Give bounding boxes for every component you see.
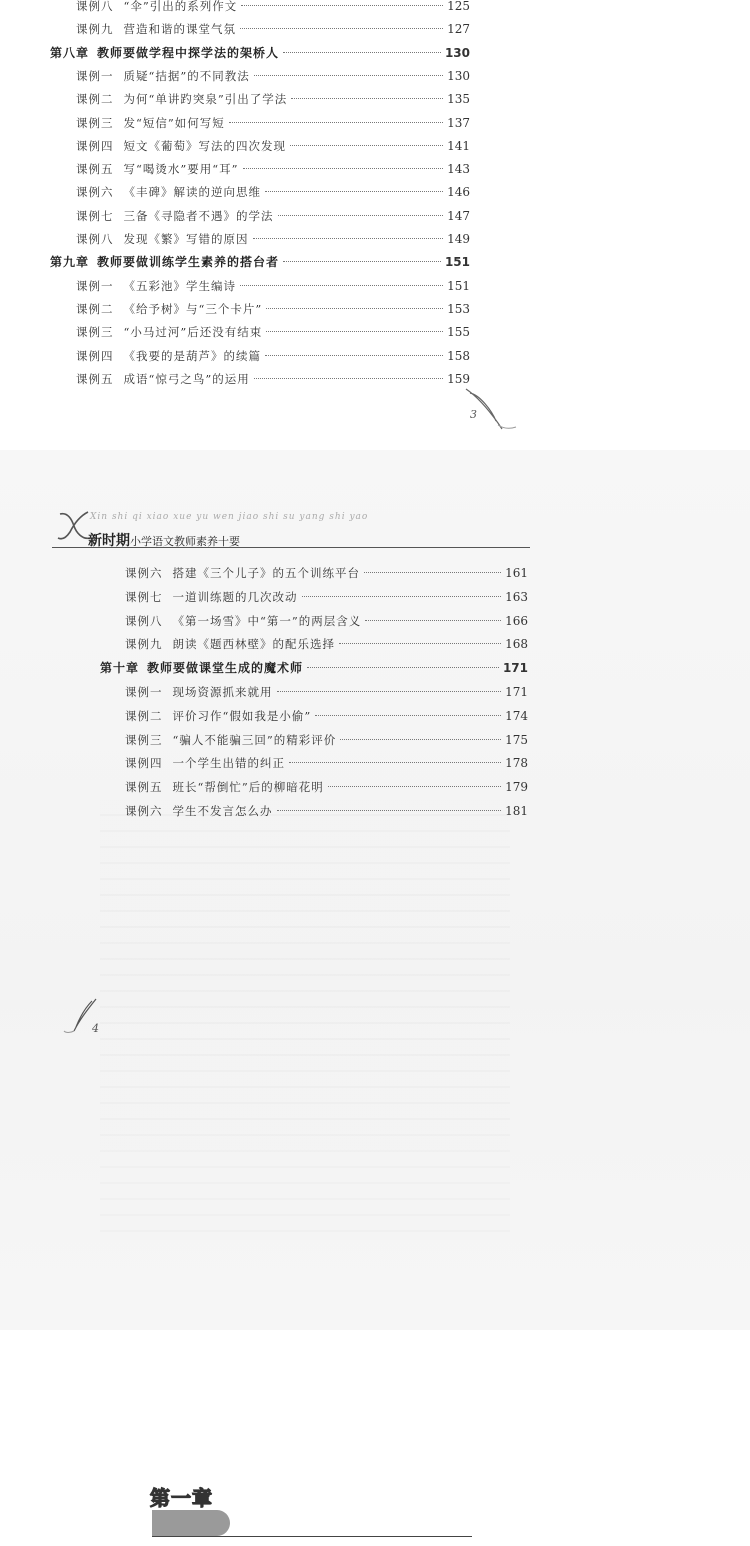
toc-entry-label: 课例八 bbox=[125, 613, 163, 628]
toc-entry-label: 课例四 bbox=[125, 756, 163, 771]
toc-entry-title: 写“喝烫水”要用“耳” bbox=[123, 162, 239, 177]
leader-dots bbox=[277, 691, 502, 692]
toc-entry-title: 发“短信”如何写短 bbox=[123, 115, 225, 130]
toc-entry-label: 课例五 bbox=[76, 162, 114, 177]
leader-dots bbox=[265, 355, 443, 356]
toc-entry-title: 《给予树》与“三个卡片” bbox=[123, 301, 263, 316]
toc-entry bbox=[76, 66, 470, 86]
toc-entry-title: 发现《繁》写错的原因 bbox=[123, 232, 249, 246]
toc-entry bbox=[125, 801, 528, 821]
leader-dots bbox=[254, 75, 443, 76]
toc-entry bbox=[76, 206, 470, 226]
toc-entry-title: 为何“单讲趵突泉”引出了学法 bbox=[123, 92, 288, 107]
toc-entry bbox=[76, 159, 470, 179]
toc-entry bbox=[76, 182, 470, 202]
toc-entry-title: 评价习作“假如我是小偷” bbox=[172, 708, 312, 723]
toc-entry-page: 175 bbox=[505, 732, 528, 747]
toc-entry-label: 第十章 bbox=[100, 661, 140, 676]
toc-entry-page: 147 bbox=[447, 208, 470, 223]
toc-entry-label: 课例七 bbox=[76, 208, 114, 223]
toc-entry bbox=[125, 682, 528, 702]
toc-entry-label: 课例二 bbox=[76, 301, 114, 316]
leader-dots bbox=[241, 5, 443, 6]
toc-entry-title: 三备《寻隐者不遇》的学法 bbox=[123, 208, 274, 223]
toc-entry-title: 学生不发言怎么办 bbox=[172, 804, 273, 818]
toc-entry-title: 营造和谐的课堂气氛 bbox=[123, 22, 236, 37]
chapter-rule bbox=[152, 1536, 472, 1537]
toc-entry-label: 课例六 bbox=[76, 185, 114, 200]
toc-entry bbox=[125, 777, 528, 797]
toc-entry-label: 课例二 bbox=[125, 708, 163, 723]
toc-entry-title: “伞”引出的系列作文 bbox=[123, 0, 238, 13]
toc-entry-page: 135 bbox=[447, 92, 470, 107]
leader-dots bbox=[307, 667, 499, 668]
toc-entry-page: 155 bbox=[447, 325, 470, 340]
toc-entry bbox=[76, 322, 470, 342]
book-subtitle: 小学语文教师素养十要 bbox=[130, 535, 240, 548]
toc-entry-label: 课例一 bbox=[76, 278, 114, 293]
leader-dots bbox=[283, 52, 441, 53]
toc-entry-label: 课例三 bbox=[125, 732, 163, 747]
leader-dots bbox=[278, 215, 444, 216]
toc-entry-page: 181 bbox=[505, 804, 528, 818]
toc-entry-page: 130 bbox=[447, 68, 470, 83]
leader-dots bbox=[266, 331, 443, 332]
toc-entry-page: 151 bbox=[444, 255, 470, 270]
leader-dots bbox=[289, 762, 501, 763]
toc-entry bbox=[125, 634, 528, 654]
toc-entry-label: 第九章 bbox=[50, 255, 90, 270]
toc-entry-page: 125 bbox=[447, 0, 470, 13]
leader-dots bbox=[339, 643, 501, 644]
leader-dots bbox=[364, 572, 501, 573]
toc-entry-label: 课例九 bbox=[76, 22, 114, 37]
toc-entry-title: “小马过河”后还没有结束 bbox=[123, 325, 263, 340]
toc-chapter-entry bbox=[50, 252, 470, 272]
toc-entry-page: 146 bbox=[447, 185, 470, 200]
header-pinyin: Xin shi qi xiao xue yu wen jiao shi su yang shi yao bbox=[90, 512, 369, 522]
leader-dots bbox=[229, 122, 443, 123]
leader-dots bbox=[253, 238, 444, 239]
toc-entry bbox=[76, 89, 470, 109]
toc-entry-title: 《第一场雪》中“第一”的两层含义 bbox=[172, 613, 362, 628]
toc-entry bbox=[76, 346, 470, 366]
leader-dots bbox=[240, 285, 443, 286]
toc-entry-title: 教师要做学程中探学法的架桥人 bbox=[97, 45, 280, 60]
leader-dots bbox=[240, 28, 443, 29]
toc-entry-title: 《丰碑》解读的逆向思维 bbox=[123, 185, 261, 200]
toc-entry-page: 178 bbox=[505, 756, 528, 771]
toc-entry-label: 课例六 bbox=[125, 804, 163, 818]
book-title-main: 新时期 bbox=[88, 533, 130, 549]
toc-entry-label: 课例九 bbox=[125, 637, 163, 652]
toc-entry-title: 一个学生出错的纠正 bbox=[172, 756, 285, 771]
leader-dots bbox=[277, 810, 502, 811]
toc-entry-label: 课例一 bbox=[125, 685, 163, 699]
toc-entry-title: “骗人不能骗三回”的精彩评价 bbox=[172, 732, 337, 747]
toc-entry bbox=[76, 299, 470, 319]
toc-entry-label: 课例八 bbox=[76, 232, 114, 246]
page-number: 4 bbox=[92, 1022, 99, 1035]
toc-entry-page: 174 bbox=[505, 708, 528, 723]
leader-dots bbox=[290, 145, 443, 146]
toc-entry-label: 第八章 bbox=[50, 45, 90, 60]
toc-entry-label: 课例五 bbox=[76, 371, 114, 386]
leader-dots bbox=[365, 620, 501, 621]
toc-entry-label: 课例一 bbox=[76, 68, 114, 83]
header-rule bbox=[52, 547, 530, 548]
chapter-bar bbox=[152, 1510, 230, 1536]
toc-entry bbox=[76, 136, 470, 156]
toc-entry-page: 153 bbox=[447, 301, 470, 316]
toc-entry bbox=[76, 113, 470, 133]
toc-entry-page: 179 bbox=[505, 780, 528, 795]
toc-entry-page: 161 bbox=[505, 566, 528, 580]
toc-entry-label: 课例四 bbox=[76, 138, 114, 153]
toc-entry-title: 教师要做训练学生素养的搭台者 bbox=[97, 255, 280, 270]
toc-entry-label: 课例五 bbox=[125, 780, 163, 795]
toc-entry-title: 搭建《三个儿子》的五个训练平台 bbox=[172, 566, 360, 580]
toc-entry-title: 《我要的是葫芦》的续篇 bbox=[123, 348, 261, 363]
toc-entry bbox=[76, 19, 470, 39]
chapter-heading: 第一章 bbox=[150, 1486, 213, 1510]
toc-entry-page: 137 bbox=[447, 115, 470, 130]
toc-entry bbox=[76, 229, 470, 249]
toc-entry-title: 质疑“拮据”的不同教法 bbox=[123, 68, 250, 83]
leader-dots bbox=[254, 378, 443, 379]
toc-entry bbox=[125, 611, 528, 631]
toc-entry-label: 课例八 bbox=[76, 0, 114, 13]
toc-chapter-entry bbox=[50, 43, 470, 63]
toc-page-4 bbox=[0, 450, 750, 1330]
toc-entry bbox=[125, 563, 528, 583]
leader-dots bbox=[265, 191, 443, 192]
leader-dots bbox=[302, 596, 502, 597]
toc-entry-page: 168 bbox=[505, 637, 528, 652]
leader-dots bbox=[328, 786, 501, 787]
toc-entry-page: 127 bbox=[447, 22, 470, 37]
toc-entry-page: 158 bbox=[447, 348, 470, 363]
toc-entry bbox=[125, 753, 528, 773]
quill-pen-icon bbox=[458, 385, 518, 439]
toc-entry bbox=[76, 369, 470, 389]
toc-entry-title: 现场资源抓来就用 bbox=[172, 685, 273, 699]
toc-entry-page: 166 bbox=[505, 613, 528, 628]
toc-entry-title: 《五彩池》学生编诗 bbox=[123, 278, 236, 293]
toc-entry-page: 171 bbox=[502, 661, 528, 676]
leader-dots bbox=[291, 98, 443, 99]
toc-entry-label: 课例三 bbox=[76, 325, 114, 340]
toc-entry bbox=[125, 706, 528, 726]
toc-entry-page: 171 bbox=[505, 685, 528, 699]
leader-dots bbox=[340, 739, 501, 740]
toc-entry-title: 朗读《题西林壁》的配乐选择 bbox=[172, 637, 335, 652]
toc-entry-title: 一道训练题的几次改动 bbox=[172, 589, 298, 604]
toc-entry bbox=[76, 276, 470, 296]
toc-entry-title: 短文《葡萄》写法的四次发现 bbox=[123, 138, 286, 153]
toc-entry-label: 课例三 bbox=[76, 115, 114, 130]
toc-chapter-entry bbox=[100, 658, 528, 678]
toc-entry-label: 课例二 bbox=[76, 92, 114, 107]
leader-dots bbox=[283, 261, 441, 262]
leader-dots bbox=[315, 715, 501, 716]
bleed-through-text bbox=[100, 800, 510, 1240]
toc-entry-label: 课例四 bbox=[76, 348, 114, 363]
toc-entry-page: 163 bbox=[505, 589, 528, 604]
toc-entry-page: 151 bbox=[447, 278, 470, 293]
leader-dots bbox=[243, 168, 444, 169]
page-number: 3 bbox=[470, 408, 477, 421]
toc-entry-title: 班长“帮倒忙”后的柳暗花明 bbox=[172, 780, 324, 795]
chapter-opening-page bbox=[0, 1330, 750, 1546]
toc-page-3 bbox=[0, 0, 750, 450]
toc-entry bbox=[125, 730, 528, 750]
toc-entry-page: 159 bbox=[447, 371, 470, 386]
toc-entry-page: 141 bbox=[447, 138, 470, 153]
toc-entry bbox=[125, 587, 528, 607]
toc-entry-page: 130 bbox=[444, 45, 470, 60]
toc-entry-page: 149 bbox=[447, 232, 470, 246]
toc-entry-title: 教师要做课堂生成的魔术师 bbox=[147, 661, 304, 676]
toc-entry-label: 课例六 bbox=[125, 566, 163, 580]
toc-entry bbox=[76, 0, 470, 16]
toc-entry-label: 课例七 bbox=[125, 589, 163, 604]
toc-entry-title: 成语“惊弓之鸟”的运用 bbox=[123, 371, 250, 386]
toc-entry-page: 143 bbox=[447, 162, 470, 177]
leader-dots bbox=[266, 308, 443, 309]
